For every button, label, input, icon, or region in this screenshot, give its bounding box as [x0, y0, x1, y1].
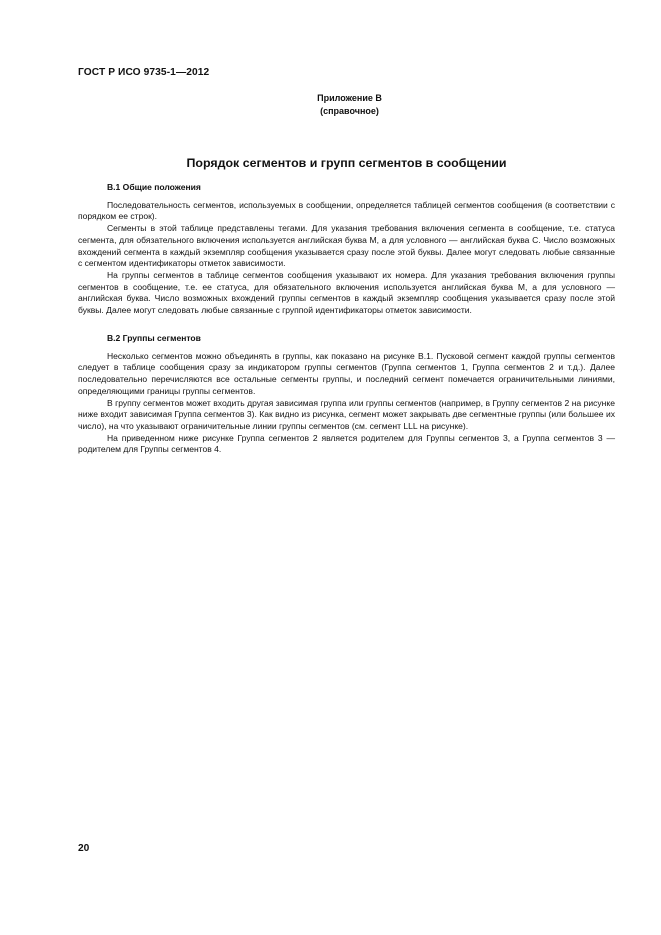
- page-number: 20: [78, 843, 90, 854]
- section-2-heading: В.2 Группы сегментов: [107, 333, 201, 343]
- section-2-paragraph: Несколько сегментов можно объединять в группы, как показано на рисунке В.1. Пусковой сегмент каждой группы сегментов следует в таблице сообщения сразу за индикатором группы сегментов (Группа сегментов 1, Группа сегментов 2 и т.д.). Далее последовательно перечисляются все остальные сегменты группы, и последний сегмент помечается ограничительными линиями, определяющими границы группы сегментов.: [78, 350, 615, 396]
- document-header: ГОСТ Р ИСО 9735-1—2012: [78, 67, 210, 78]
- section-1-paragraph: На группы сегментов в таблице сегментов сообщения указывают их номера. Для указания требования включения группы сегментов в сообщение, т.е. ее статуса, для обязательного включения используется английская буква М, а для условного — английская буква. Число возможных вхождений группы сегментов в каждый экземпляр сообщения указывается сразу после этой буквы. Далее могут следовать любые связанные с группой идентификаторы отметок зависимости.: [78, 269, 615, 316]
- section-2-paragraph: На приведенном ниже рисунке Группа сегментов 2 является родителем для Группы сегментов 3, а Группа сегментов 3 — родителем для Группы сегментов 4.: [78, 432, 615, 455]
- section-1-paragraph: Сегменты в этой таблице представлены тегами. Для указания требования включения сегмента в сообщение, т.е. статуса сегмента, для обязательного включения используется английская буква М, а для условного — английская буква С. Число возможных вхождений сегмента в каждый экземпляр сообщения указывается сразу после этой буквы. Далее могут следовать любые связанные с сегментом идентификаторы отметок зависимости.: [78, 223, 615, 269]
- main-title: Порядок сегментов и групп сегментов в сообщении: [186, 156, 507, 170]
- section-2: [78, 333, 615, 456]
- section-2-paragraph: В группу сегментов может входить другая зависимая группа или группы сегментов (например, в Группу сегментов 2 на рисунке ниже входит зависимая Группа сегментов 3). Как видно из рисунка, сегмент может закрывать две сегментные группы (или большее их число), на что указывают ограничительные линии группы сегментов (см. сегмент LLL на рисунке).: [78, 397, 615, 431]
- section-1-heading: В.1 Общие положения: [107, 182, 201, 192]
- annex-title: Приложение В: [317, 93, 382, 103]
- section-1: [78, 182, 615, 317]
- section-1-paragraph: Последовательность сегментов, используемых в сообщении, определяется таблицей сегментов сообщения (в соответствии с порядком ее строк).: [78, 199, 615, 222]
- annex-status: (справочное): [320, 106, 379, 116]
